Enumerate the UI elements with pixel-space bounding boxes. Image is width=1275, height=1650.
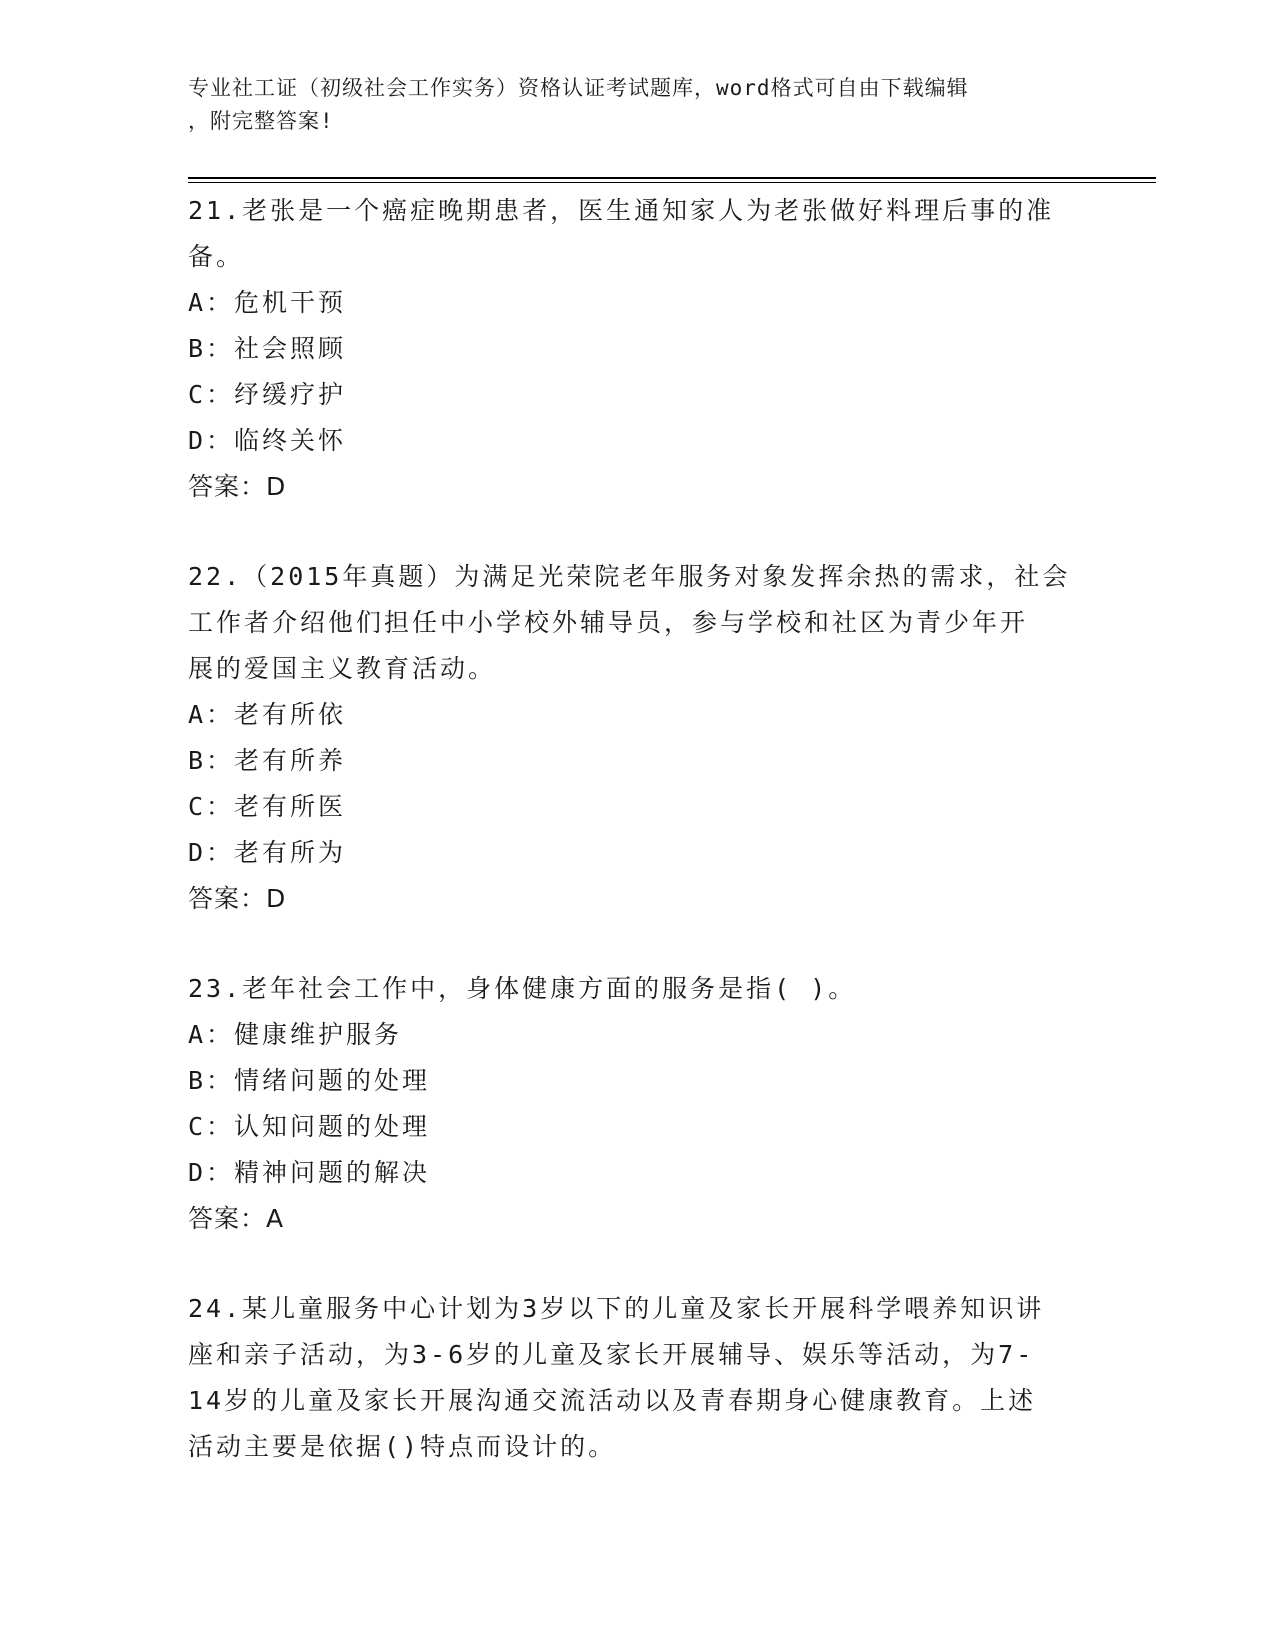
answer: 答案：D [188, 472, 287, 501]
header-divider-thin [188, 182, 1156, 183]
question-stem-line: 展的爱国主义教育活动。 [188, 654, 497, 683]
answer: 答案：D [188, 884, 287, 913]
header-line-1: 专业社工证（初级社会工作实务）资格认证考试题库，word格式可自由下载编辑 [188, 76, 969, 100]
option-b: B：老有所养 [188, 746, 347, 775]
option-c: C：认知问题的处理 [188, 1112, 431, 1141]
question-24 [188, 1286, 1044, 1470]
question-stem-line: 24.某儿童服务中心计划为3岁以下的儿童及家长开展科学喂养知识讲 [188, 1294, 1045, 1323]
question-stem-line: 14岁的儿童及家长开展沟通交流活动以及青春期身心健康教育。上述 [188, 1386, 1037, 1415]
option-d: D：临终关怀 [188, 426, 347, 455]
question-stem-line: 备。 [188, 242, 245, 271]
header-line-2: ，附完整答案! [188, 109, 334, 133]
question-22 [188, 554, 1070, 922]
question-stem-line: 工作者介绍他们担任中小学校外辅导员，参与学校和社区为青少年开 [188, 608, 1029, 637]
document-header [188, 72, 1068, 138]
question-stem-line: 23.老年社会工作中，身体健康方面的服务是指( )。 [188, 974, 857, 1003]
option-b: B：情绪问题的处理 [188, 1066, 431, 1095]
option-c: C：老有所医 [188, 792, 347, 821]
question-stem-line: 22.（2015年真题）为满足光荣院老年服务对象发挥余热的需求，社会 [188, 562, 1071, 591]
answer: 答案：A [188, 1204, 285, 1233]
option-d: D：老有所为 [188, 838, 347, 867]
question-21 [188, 188, 1054, 510]
option-c: C：纾缓疗护 [188, 380, 347, 409]
question-stem-line: 21.老张是一个癌症晚期患者，医生通知家人为老张做好料理后事的准 [188, 196, 1055, 225]
question-23 [188, 966, 856, 1242]
header-divider-thick [188, 177, 1156, 179]
question-stem-line: 活动主要是依据()特点而设计的。 [188, 1432, 617, 1461]
option-d: D：精神问题的解决 [188, 1158, 431, 1187]
option-a: A：危机干预 [188, 288, 347, 317]
option-b: B：社会照顾 [188, 334, 347, 363]
option-a: A：健康维护服务 [188, 1020, 403, 1049]
option-a: A：老有所依 [188, 700, 347, 729]
question-stem-line: 座和亲子活动，为3-6岁的儿童及家长开展辅导、娱乐等活动，为7- [188, 1340, 1035, 1369]
